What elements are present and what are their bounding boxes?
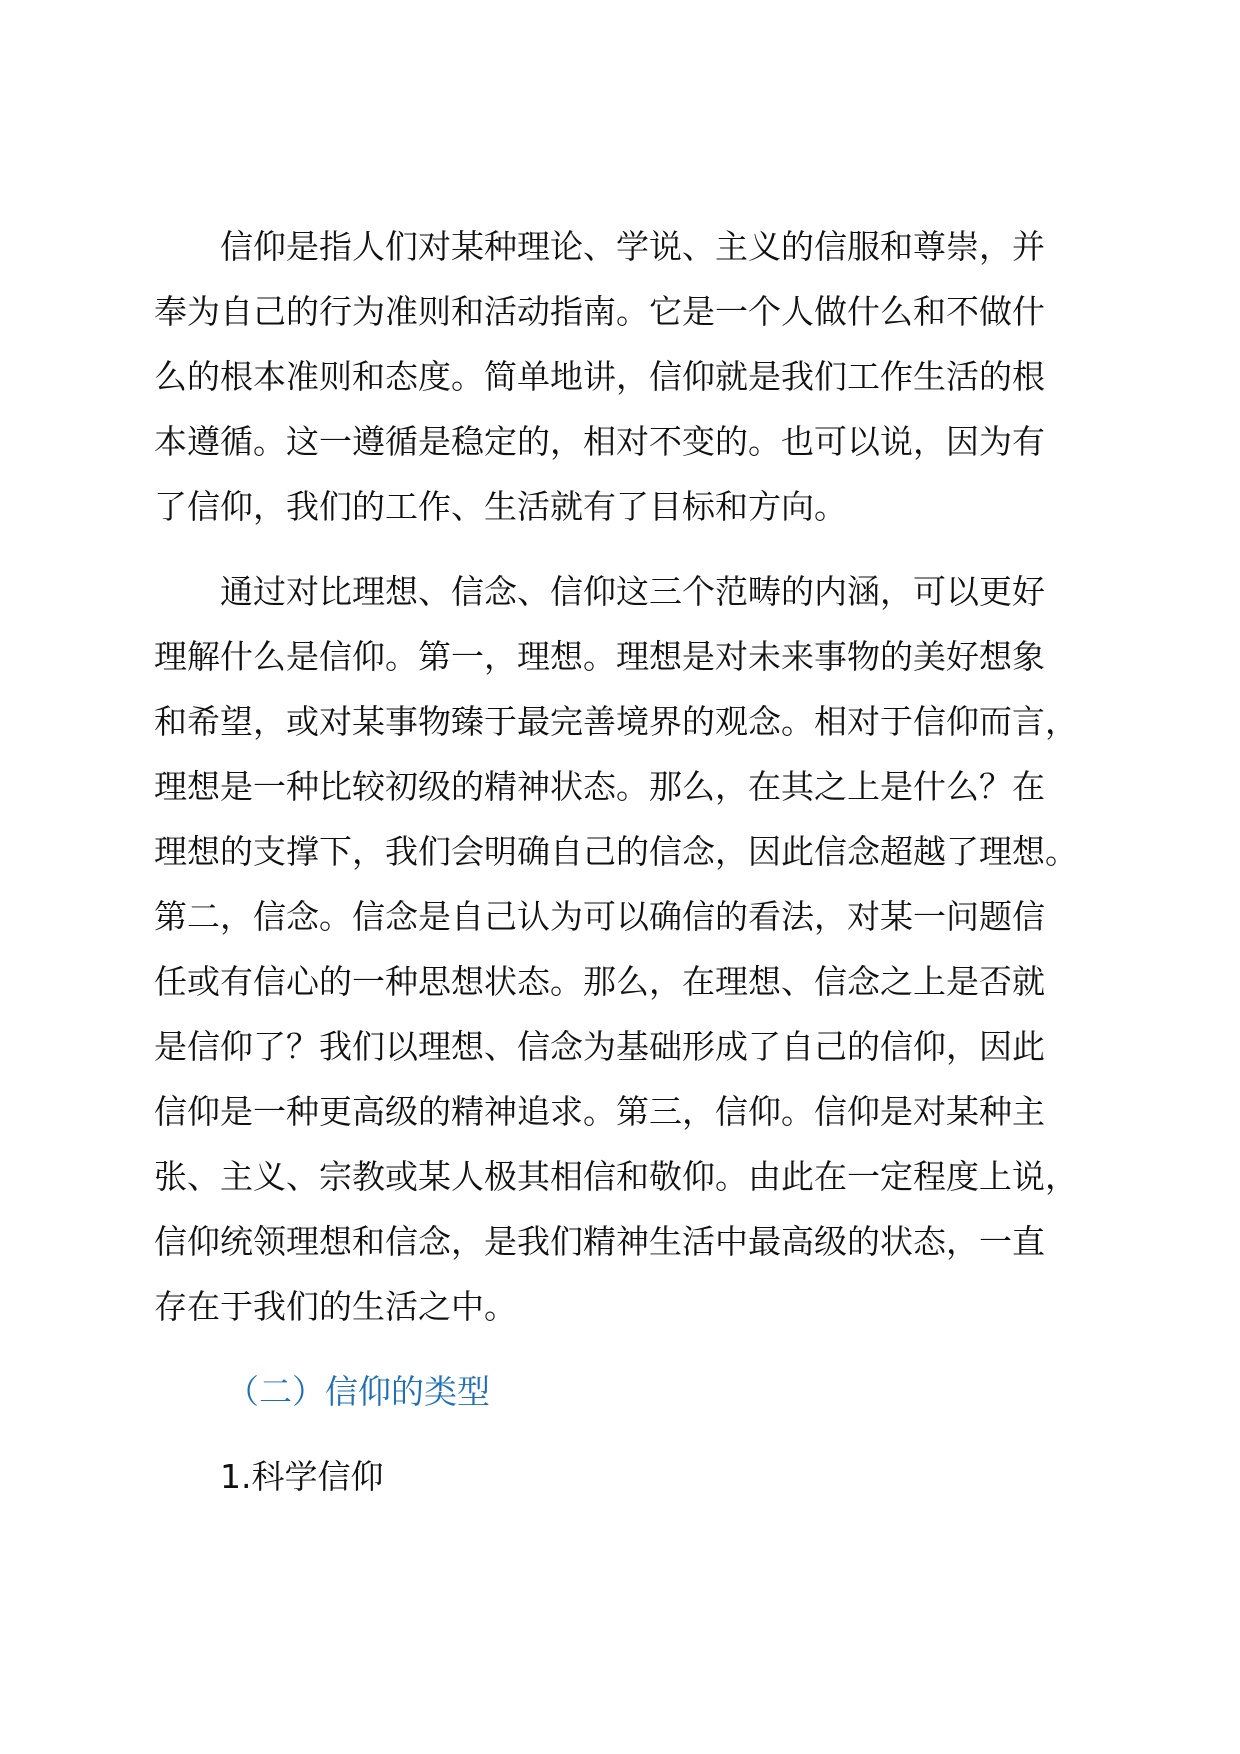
paragraph-line: 么的根本准则和态度。简单地讲，信仰就是我们工作生活的根 (154, 357, 1045, 396)
paragraph-line: 和希望，或对某事物臻于最完善境界的观念。相对于信仰而言， (154, 702, 1078, 741)
paragraph-line: 信仰统领理想和信念，是我们精神生活中最高级的状态，一直 (154, 1222, 1045, 1261)
paragraph-line: 本遵循。这一遵循是稳定的，相对不变的。也可以说，因为有 (154, 422, 1045, 461)
document-page (154, 214, 1104, 1509)
paragraph-line: 是信仰了？我们以理想、信念为基础形成了自己的信仰，因此 (154, 1027, 1045, 1066)
paragraph-line: 通过对比理想、信念、信仰这三个范畴的内涵，可以更好 (220, 572, 1045, 611)
paragraph-line: 奉为自己的行为准则和活动指南。它是一个人做什么和不做什 (154, 292, 1045, 331)
paragraph-line: 信仰是指人们对某种理论、学说、主义的信服和尊崇，并 (220, 227, 1045, 266)
paragraph-line: 理想的支撑下，我们会明确自己的信念，因此信念超越了理想。 (154, 832, 1078, 871)
paragraph-definition (154, 214, 1104, 539)
paragraph-line: 信仰是一种更高级的精神追求。第三，信仰。信仰是对某种主 (154, 1092, 1045, 1131)
paragraph-line: 任或有信心的一种思想状态。那么，在理想、信念之上是否就 (154, 962, 1045, 1001)
paragraph-line: 张、主义、宗教或某人极其相信和敬仰。由此在一定程度上说， (154, 1157, 1078, 1196)
paragraph-line: 理想是一种比较初级的精神状态。那么，在其之上是什么？在 (154, 767, 1045, 806)
paragraph-line: 理解什么是信仰。第一，理想。理想是对未来事物的美好想象 (154, 637, 1045, 676)
paragraph-line: 第二，信念。信念是自己认为可以确信的看法，对某一问题信 (154, 897, 1045, 936)
section-heading: （二）信仰的类型 (226, 1372, 490, 1411)
paragraph-comparison (154, 559, 1104, 1339)
paragraph-line: 存在于我们的生活之中。 (154, 1287, 517, 1326)
paragraph-line: 了信仰，我们的工作、生活就有了目标和方向。 (154, 487, 847, 526)
subsection-heading: 1.科学信仰 (220, 1457, 384, 1496)
